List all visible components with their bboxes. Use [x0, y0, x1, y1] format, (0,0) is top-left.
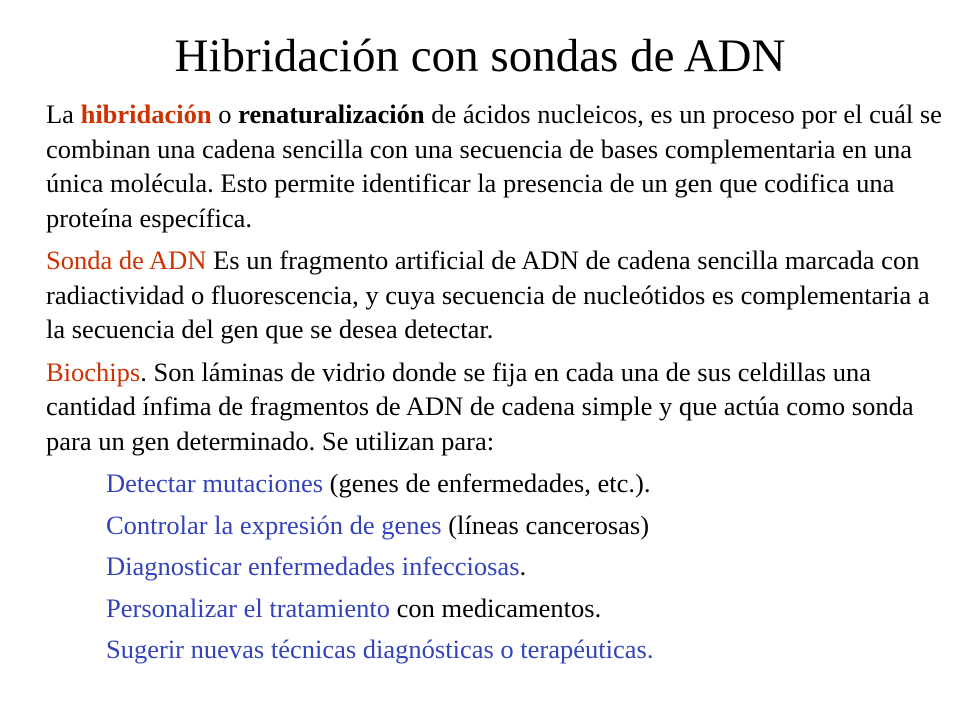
p2-text: Es un fragmento artificial de ADN de cadena sencilla marcada con radiactividad o fluorescencia, y cuya secuencia de nucleótidos es complementaria a la secuencia del gen que se desea detectar.	[46, 245, 930, 344]
use-rest: (genes de enfermedades, etc.).	[323, 468, 651, 498]
list-item	[106, 591, 946, 626]
p1-text-1: La	[46, 99, 81, 129]
use-rest: .	[519, 551, 527, 581]
slide-title: Hibridación con sondas de ADN	[174, 30, 786, 82]
list-item	[106, 549, 946, 584]
list-item	[106, 508, 946, 543]
list-item	[106, 632, 946, 667]
term-biochips: Biochips	[46, 356, 141, 387]
list-item	[106, 466, 946, 501]
term-renaturalizacion: renaturalización	[238, 99, 425, 129]
use-highlight: Personalizar el tratamiento	[106, 592, 391, 623]
p3-text: . Son láminas de vidrio donde se fija en cada una de sus celdillas una cantidad ínfima de fragmentos de ADN de cadena simple y que actúa como sonda para un gen determinado. Se utilizan para:	[46, 356, 914, 456]
p1-text-3: de ácidos nucleicos, es un proceso por el cuál se combinan una cadena sencilla con una secuencia de bases complementaria en una única molécula. Esto permite identificar la presencia de un gen que codifica una proteína específica.	[46, 99, 942, 233]
paragraph-biochips	[46, 355, 946, 459]
use-rest: (líneas cancerosas)	[441, 509, 650, 540]
term-hibridacion: hibridación	[80, 99, 212, 129]
paragraph-sonda	[46, 243, 946, 347]
use-rest: con medicamentos.	[390, 592, 602, 623]
term-sonda-adn: Sonda de ADN	[46, 245, 207, 275]
uses-list	[46, 466, 946, 667]
use-highlight: Diagnosticar enfermedades infecciosas	[106, 551, 520, 581]
use-highlight: Detectar mutaciones	[106, 468, 324, 498]
use-highlight: Sugerir nuevas técnicas diagnósticas o terapéuticas.	[106, 634, 654, 664]
paragraph-hibridacion	[46, 97, 946, 235]
slide-body	[46, 97, 946, 674]
p1-text-2: o	[211, 99, 239, 129]
use-highlight: Controlar la expresión de genes	[106, 509, 442, 540]
